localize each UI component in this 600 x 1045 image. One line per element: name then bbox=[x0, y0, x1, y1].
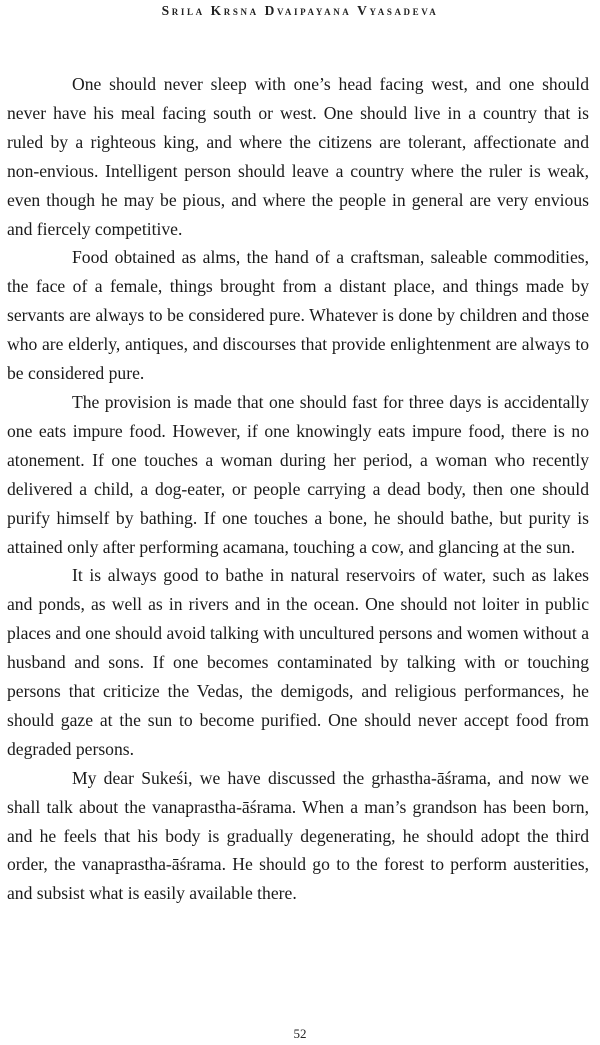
paragraph: Food obtained as alms, the hand of a craftsman, saleable commodities, the face of a female, things brought from a distant place, and things made by servants are always to be considered pure. Whatever is done by children and those who are elderly, antiques, and discourses that provide enlightenment are always to be considered pure. bbox=[7, 247, 589, 384]
page-number: 52 bbox=[293, 1026, 307, 1041]
body-text bbox=[7, 70, 589, 908]
running-header: Srila Krsna Dvaipayana Vyasadeva bbox=[161, 3, 439, 18]
paragraph: One should never sleep with one’s head facing west, and one should never have his meal facing south or west. One should live in a country that is ruled by a righteous king, and where the citizens are tolerant, affectionate and non-envious. Intelligent person should leave a country where the ruler is weak, even though he may be pious, and where the people in general are very envious and fiercely competitive. bbox=[7, 74, 589, 239]
paragraph: My dear Sukeśi, we have discussed the grhastha-āśrama, and now we shall talk about the vanaprastha-āśrama. When a man’s grandson has been born, and he feels that his body is gradually degenerating, he should adopt the third order, the vanaprastha-āśrama. He should go to the forest to perform austerities, and subsist what is easily available there. bbox=[7, 767, 589, 904]
paragraph: It is always good to bathe in natural reservoirs of water, such as lakes and ponds, as well as in rivers and in the ocean. One should not loiter in public places and one should avoid talking with uncultured persons and women without a husband and sons. If one becomes contaminated by talking with or touching persons that criticize the Vedas, the demigods, and religious performances, he should gaze at the sun to become purified. One should never accept food from degraded persons. bbox=[7, 565, 589, 759]
paragraph: The provision is made that one should fast for three days is accidentally one eats impure food. However, if one knowingly eats impure food, there is no atonement. If one touches a woman during her period, a woman who recently delivered a child, a dog-eater, or people carrying a dead body, then one should purify himself by bathing. If one touches a bone, he should bathe, but purity is attained only after performing acamana, touching a cow, and glancing at the sun. bbox=[7, 391, 589, 557]
